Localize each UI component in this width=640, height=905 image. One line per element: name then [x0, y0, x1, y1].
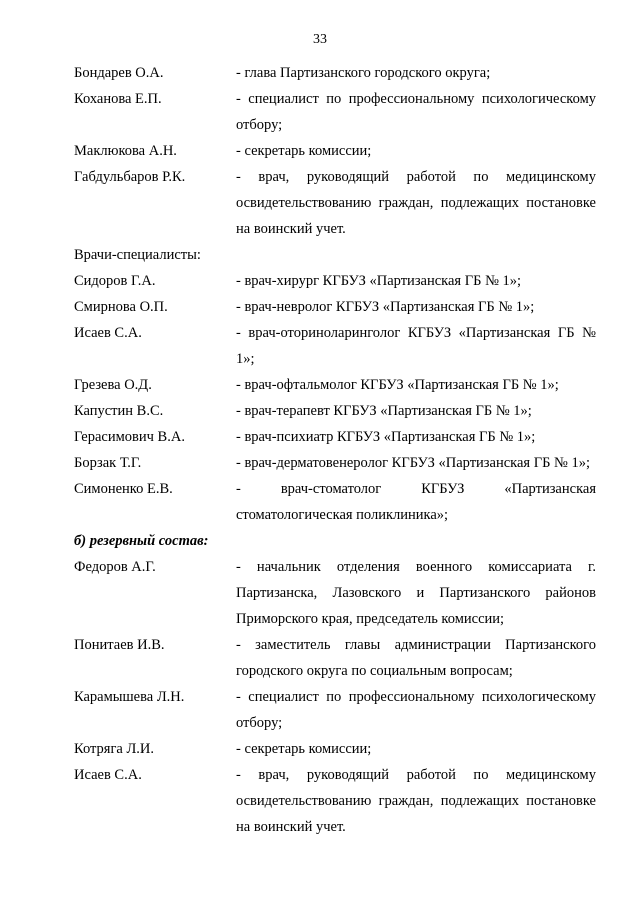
doctor-name: Симоненко Е.В. — [74, 481, 173, 497]
doctor-row — [74, 372, 596, 398]
doctor-name: Капустин В.С. — [74, 403, 164, 419]
member-role: - глава Партизанского городского округа; — [236, 65, 491, 81]
doctor-row — [74, 424, 596, 450]
reserve-role: - специалист по профессиональному психологическому отбору; — [236, 689, 596, 731]
page-number: 33 — [313, 32, 327, 47]
doctor-name: Смирнова О.П. — [74, 299, 168, 315]
member-row — [74, 164, 596, 242]
member-row — [74, 138, 596, 164]
doctor-name: Исаев С.А. — [74, 325, 142, 341]
doctor-role: - врач-стоматолог КГБУЗ «Партизанская стоматологическая поликлиника»; — [236, 481, 596, 523]
reserve-heading: б) резервный состав: — [74, 533, 209, 549]
doctor-role: - врач-оториноларинголог КГБУЗ «Партизанская ГБ № 1»; — [236, 325, 596, 367]
reserve-row — [74, 554, 596, 632]
reserve-name: Котряга Л.И. — [74, 741, 155, 757]
doctor-role: - врач-дерматовенеролог КГБУЗ «Партизанская ГБ № 1»; — [236, 455, 591, 471]
member-name: Маклюкова А.Н. — [74, 143, 177, 159]
member-role: - секретарь комиссии; — [236, 143, 372, 159]
doctor-role: - врач-терапевт КГБУЗ «Партизанская ГБ № 1»; — [236, 403, 532, 419]
reserve-row — [74, 762, 596, 840]
reserve-row — [74, 736, 596, 762]
doctor-name: Грезева О.Д. — [74, 377, 152, 393]
doctor-row — [74, 398, 596, 424]
member-role: - специалист по профессиональному психологическому отбору; — [236, 91, 596, 133]
doctor-row — [74, 476, 596, 528]
reserve-name: Исаев С.А. — [74, 767, 142, 783]
reserve-role: - секретарь комиссии; — [236, 741, 372, 757]
member-row — [74, 86, 596, 138]
doctor-role: - врач-офтальмолог КГБУЗ «Партизанская ГБ № 1»; — [236, 377, 559, 393]
doctor-row — [74, 294, 596, 320]
doctor-row — [74, 320, 596, 372]
doctor-row — [74, 268, 596, 294]
doctor-name: Герасимович В.А. — [74, 429, 185, 445]
member-role: - врач, руководящий работой по медицинскому освидетельствованию граждан, подлежащих постановке на воинский учет. — [236, 169, 596, 237]
reserve-role: - заместитель главы администрации Партизанского городского округа по социальным вопросам; — [236, 637, 596, 679]
member-name: Бондарев О.А. — [74, 65, 164, 81]
member-name: Коханова Е.П. — [74, 91, 162, 107]
commission-list — [74, 60, 596, 840]
reserve-name: Карамышева Л.Н. — [74, 689, 185, 705]
doctor-role: - врач-психиатр КГБУЗ «Партизанская ГБ № 1»; — [236, 429, 536, 445]
reserve-role: - врач, руководящий работой по медицинскому освидетельствованию граждан, подлежащих постановке на воинский учет. — [236, 767, 596, 835]
doctor-name: Борзак Т.Г. — [74, 455, 142, 471]
reserve-name: Понитаев И.В. — [74, 637, 165, 653]
reserve-name: Федоров А.Г. — [74, 559, 156, 575]
member-name: Габдульбаров Р.К. — [74, 169, 186, 185]
reserve-role: - начальник отделения военного комиссариата г. Партизанска, Лазовского и Партизанского районов Приморского края, председатель комиссии; — [236, 559, 596, 627]
doctor-name: Сидоров Г.А. — [74, 273, 156, 289]
doctor-row — [74, 450, 596, 476]
reserve-row — [74, 684, 596, 736]
doctor-role: - врач-невролог КГБУЗ «Партизанская ГБ № 1»; — [236, 299, 535, 315]
reserve-row — [74, 632, 596, 684]
member-row — [74, 60, 596, 86]
doctors-heading: Врачи-специалисты: — [74, 247, 201, 263]
doctor-role: - врач-хирург КГБУЗ «Партизанская ГБ № 1»; — [236, 273, 522, 289]
